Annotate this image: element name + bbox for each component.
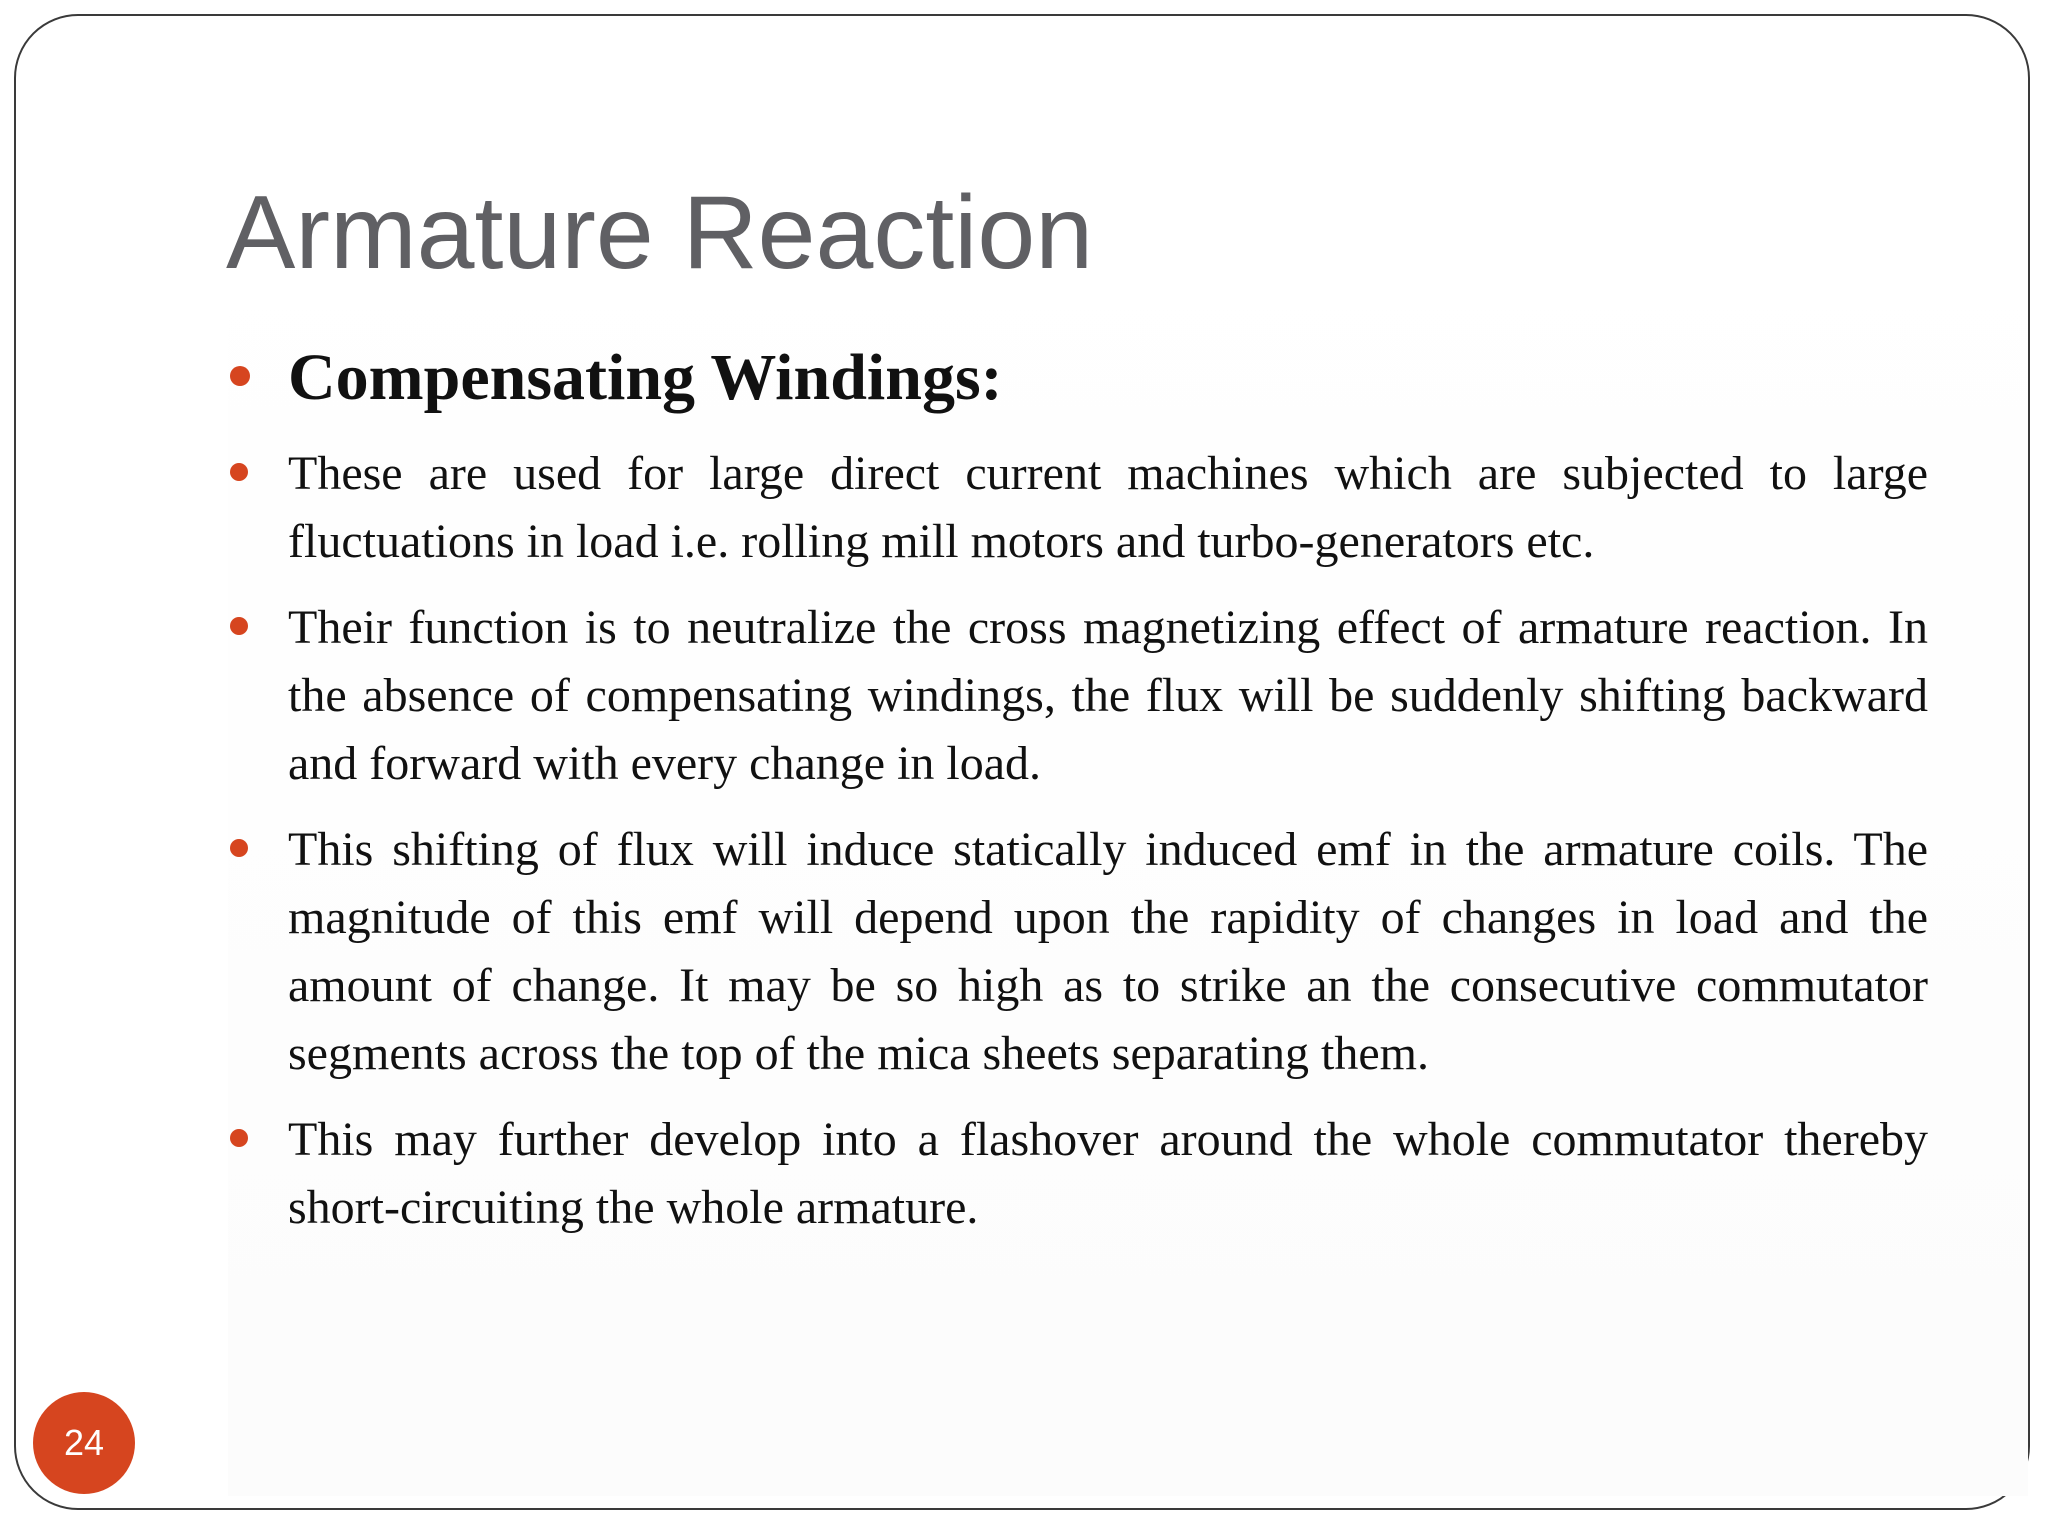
bullet-dot-icon <box>230 617 248 635</box>
bullet-text: This may further develop into a flashover around the whole commutator thereby short-circuiting the whole armature. <box>288 1113 1928 1234</box>
slide-title: Armature Reaction <box>226 175 1094 291</box>
bullet-item <box>222 1106 1928 1242</box>
bullet-dot-icon <box>230 1129 248 1147</box>
bullet-heading <box>222 332 1928 424</box>
bullet-dot-icon <box>230 366 250 386</box>
bullet-text: Their function is to neutralize the cross magnetizing effect of armature reaction. In the absence of compensating windings, the flux will be suddenly shifting backward and forward with every change in load. <box>288 601 1928 790</box>
bullet-item <box>222 816 1928 1088</box>
bullet-dot-icon <box>230 839 248 857</box>
bullet-item <box>222 440 1928 576</box>
bullet-text: This shifting of flux will induce statically induced emf in the armature coils. The magnitude of this emf will depend upon the rapidity of changes in load and the amount of change. It may be so high as to strike an the consecutive commutator segments across the top of the mica sheets separating them. <box>288 823 1928 1080</box>
page-number-badge <box>33 1392 135 1494</box>
bullet-text: These are used for large direct current machines which are subjected to large fluctuations in load i.e. rolling mill motors and turbo-generators etc. <box>288 447 1928 568</box>
bullet-dot-icon <box>230 463 248 481</box>
page-number: 24 <box>63 1422 105 1463</box>
heading-text: Compensating Windings: <box>288 341 1003 414</box>
bullet-list <box>222 332 1928 1260</box>
bullet-item <box>222 594 1928 798</box>
